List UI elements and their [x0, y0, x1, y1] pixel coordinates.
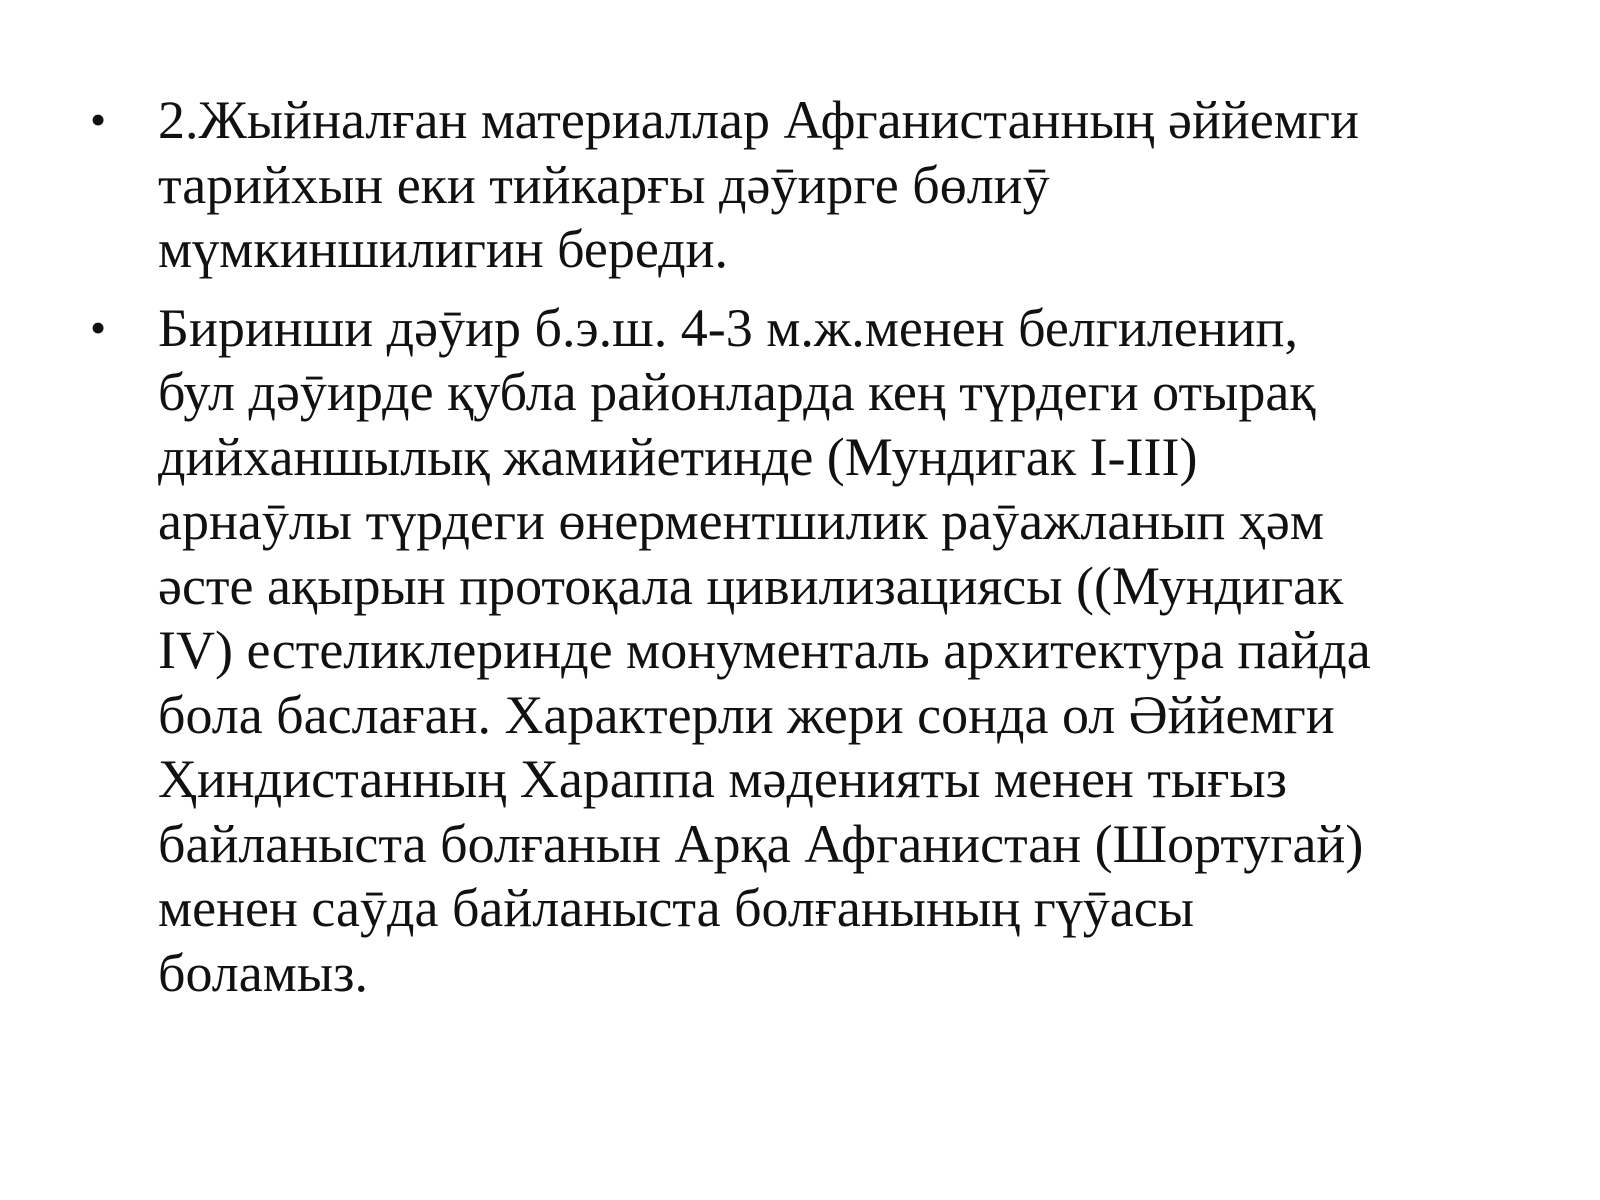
bullet-text-1: 2.Жыйналған материаллар Афганистанның әййемги тарийхын еки тийкарғы дәӯирге бөлиӯ мүмкиншилигин береди. [158, 90, 1359, 279]
bullet-item-1 [90, 88, 1530, 282]
bullet-list [90, 88, 1530, 1005]
bullet-icon: • [90, 94, 107, 145]
bullet-icon: • [90, 301, 107, 353]
bullet-text-2: Биринши дәӯир б.э.ш. 4-3 м.ж.менен белгиленип, бул дәӯирде қубла районларда кең түрдеги отырақ дийханшылық жамийетинде (Мундигак I-III) арнаӯлы түрдеги өнерментшилик раӯажланып ҳәм әсте ақырын протоқала цивилизациясы ((Мундигак IV) естеликлеринде монументаль архитектура пайда бола баслаған. Характерли жери сонда ол Әййемги Ҳиндистанның Хараппа мәденияты менен тығыз байланыста болғанын Арқа Афганистан (Шортугай) менен саӯда байланыста болғанының гүӯасы боламыз. [158, 297, 1371, 1003]
slide-body [90, 88, 1530, 1019]
bullet-item-2 [90, 296, 1530, 1006]
